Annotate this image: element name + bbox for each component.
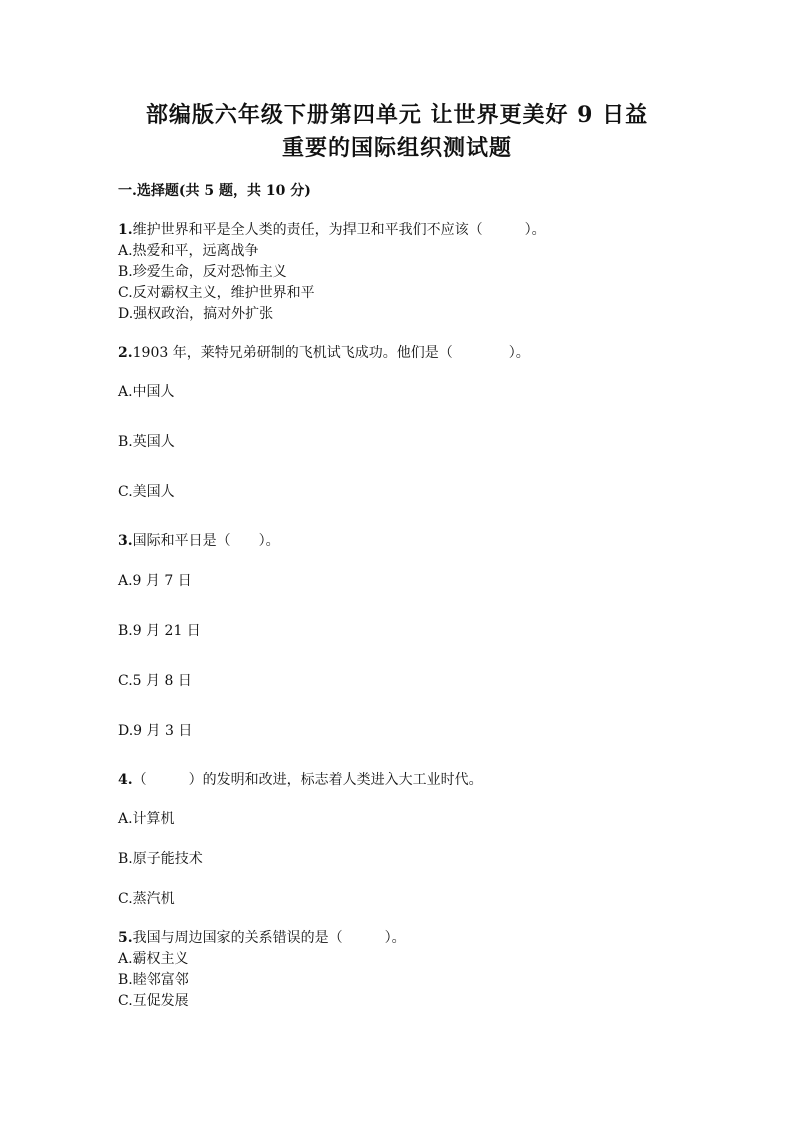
- question-text: 维护世界和平是全人类的责任，为捍卫和平我们不应该（ ）。: [132, 222, 546, 238]
- option-1a: A.热爱和平，远离战争: [118, 243, 259, 259]
- option-5c: C.互促发展: [118, 993, 189, 1009]
- option-2b: B.英国人: [118, 434, 175, 450]
- option-1c: C.反对霸权主义，维护世界和平: [118, 285, 315, 301]
- option-1d: D.强权政治，搞对外扩张: [118, 306, 274, 322]
- question-text: 1903 年，莱特兄弟研制的飞机试飞成功。他们是（ ）。: [132, 345, 530, 361]
- option-2c: C.美国人: [118, 484, 175, 500]
- question-number: 5.: [118, 930, 133, 946]
- question-number: 2.: [118, 345, 133, 361]
- question-5: [118, 927, 406, 947]
- option-5a: A.霸权主义: [118, 951, 189, 967]
- question-4: [118, 769, 483, 789]
- question-2: [118, 342, 530, 362]
- option-4b: B.原子能技术: [118, 851, 203, 867]
- doc-title-line-1: 部编版六年级下册第四单元 让世界更美好 9 日益: [145, 102, 649, 128]
- question-number: 4.: [118, 772, 133, 788]
- option-3b: B.9 月 21 日: [118, 623, 201, 639]
- option-3c: C.5 月 8 日: [118, 673, 192, 689]
- option-4a: A.计算机: [118, 811, 175, 827]
- question-3: [118, 530, 280, 550]
- doc-title-line-2: 重要的国际组织测试题: [281, 135, 512, 161]
- question-1: [118, 219, 546, 239]
- question-text: 国际和平日是（ ）。: [132, 533, 280, 549]
- option-3d: D.9 月 3 日: [118, 723, 193, 739]
- option-4c: C.蒸汽机: [118, 891, 175, 907]
- question-text: 我国与周边国家的关系错误的是（ ）。: [132, 930, 406, 946]
- section-heading: 一.选择题(共 5 题，共 10 分): [118, 183, 311, 199]
- option-5b: B.睦邻富邻: [118, 972, 189, 988]
- option-2a: A.中国人: [118, 384, 175, 400]
- question-text: （ ）的发明和改进，标志着人类进入大工业时代。: [132, 772, 483, 788]
- question-number: 1.: [118, 222, 133, 238]
- option-3a: A.9 月 7 日: [118, 573, 192, 589]
- option-1b: B.珍爱生命，反对恐怖主义: [118, 264, 287, 280]
- question-number: 3.: [118, 533, 133, 549]
